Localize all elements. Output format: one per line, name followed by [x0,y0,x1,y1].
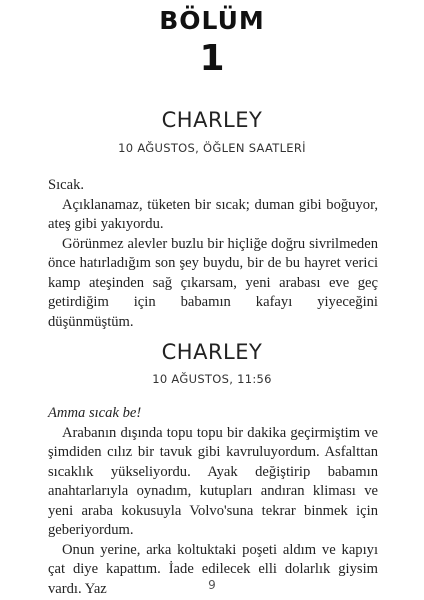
section-2-narrator: CHARLEY [161,340,263,364]
paragraph: Açıklanamaz, tüketen bir sıcak; duman gibi boğuyor, ateş gibi yakıyordu. [48,196,378,232]
paragraph: Görünmez alevler buzlu bir hiçliğe doğru sivrilmeden önce hatırladığım son şey buydu, bir de bu hayret verici kamp ateşinden sağ çıkarsam, yeni arabası eve geç getirdiğim için babamın kafayı yiyeceğini düşünmüştüm. [48,235,378,330]
section-2-dateline: 10 AĞUSTOS, 11:56 [152,372,272,386]
chapter-label: BÖLÜM [159,6,265,35]
section-2-body [48,404,378,599]
section-1-narrator: CHARLEY [161,108,263,132]
section-1-dateline: 10 AĞUSTOS, ÖĞLEN SAATLERİ [118,141,306,155]
page-number: 9 [208,578,216,592]
paragraph: Arabanın dışında topu topu bir dakika geçirmiştim ve şimdiden cılız bir tavuk gibi kavruluyordum. Asfalttan sıcaklık yükseliyordu. Ayak değiştirip babamın anahtarlarıyla oynadım, kutupları andıran kliması ve yeni araba kokusuyla Volvo'suna tekrar binmek için geberiyordum. [48,424,378,538]
paragraph: Sıcak. [48,177,85,193]
paragraph: Onun yerine, arka koltuktaki poşeti aldım ve kapıyı çat diye kapattım. İade edilecek elli dolarlık giysim vardı. Yaz [48,541,378,597]
paragraph: Amma sıcak be! [48,405,142,421]
chapter-number: 1 [199,38,225,79]
section-1-body [48,176,378,332]
